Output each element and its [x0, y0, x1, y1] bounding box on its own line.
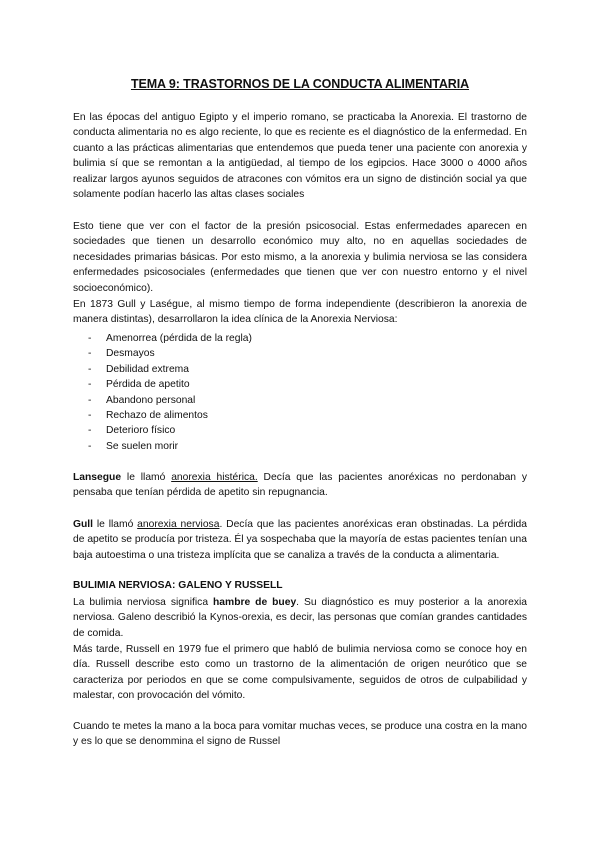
list-item: - Rechazo de alimentos: [88, 408, 252, 423]
gull-mid: le llamó: [93, 519, 138, 530]
bulimia-pre: La bulimia nerviosa significa: [73, 597, 214, 608]
lansegue-rest: Decía que las pacientes anoréxicas no perdonaban y pensaba que tenían pérdida de apetito sin repugnancia.: [73, 472, 528, 499]
section-heading-bulimia: BULIMIA NERVIOSA: GALENO Y RUSSELL: [73, 580, 283, 591]
lansegue-name: Lansegue: [73, 472, 122, 483]
paragraph-russell: Más tarde, Russell en 1979 fue el primero que habló de bulimia nerviosa como se conoce hoy en día. Russell describe esto como un trastorno de la alimentación de origen neurótico que se caracteriza por periodos en que se come compulsivamente, seguidos de otros de culpabilidad y malestar, con provocación del vómito.: [73, 644, 527, 702]
paragraph-history: En las épocas del antiguo Egipto y el imperio romano, se practicaba la Anorexia. El trastorno de conducta alimentaria no es algo reciente, lo que es reciente es el diagnóstico de la enfermedad. En cuanto a las prácticas alimentarias que entendemos que pueda tener una paciente con anorexia y bulimia sí que se remontan a la antigüedad, al tiempo de los egipcios. Hace 3000 o 4000 años realizar largos ayunos seguidos de atracones con vómitos era un signo de distinción social ya que solamente podían hacerlo las altas clases sociales: [73, 112, 527, 201]
list-item: - Debilidad extrema: [88, 362, 252, 377]
paragraph-psychosocial: Esto tiene que ver con el factor de la presión psicosocial. Estas enfermedades aparecen en sociedades que tienen un desarrollo económico muy alto, no en aquellas sociedades de necesidades primarias básicas. Por esto mismo, a la anorexia y bulimia nerviosa se las considera enfermedades psicosociales (enfermedades que tienen que ver con nuestro entorno y el nivel socioeconómico).: [73, 221, 527, 294]
page-title: TEMA 9: TRASTORNOS DE LA CONDUCTA ALIMENTARIA: [130, 77, 470, 91]
bulimia-bold: hambre de buey: [213, 597, 297, 608]
gull-rest: . Decía que las pacientes anoréxicas eran obstinadas. La pérdida de apetito se producía por tristeza. Él ya sospechaba que la mayoría de estas pacientes tenían una baja autoestima o una tristeza implícita que se canaliza a través de la conducta a alimentaria.: [73, 519, 528, 561]
paragraph-bulimia-definition: [73, 595, 527, 641]
gull-term: anorexia nerviosa: [137, 519, 220, 530]
list-item: - Pérdida de apetito: [88, 377, 252, 392]
paragraph-gull-lasegue: En 1873 Gull y Laségue, al mismo tiempo de forma independiente (describieron la anorexia de manera distintas), desarrollaron la idea clínica de la Anorexia Nerviosa:: [73, 299, 527, 326]
list-item: - Se suelen morir: [88, 439, 252, 454]
paragraph-gull: [73, 517, 527, 563]
paragraph-lansegue: [73, 470, 527, 501]
list-item: - Abandono personal: [88, 393, 252, 408]
list-item: - Amenorrea (pérdida de la regla): [88, 331, 252, 346]
symptom-list: [88, 331, 252, 454]
bulimia-rest: . Su diagnóstico es muy posterior a la anorexia nerviosa. Galeno describió la Kynos-orexia, es decir, las personas que comían grandes cantidades de comida.: [73, 597, 527, 639]
lansegue-term: anorexia histérica.: [171, 472, 258, 483]
lansegue-mid: le llamó: [121, 472, 172, 483]
list-item: - Desmayos: [88, 346, 252, 361]
paragraph-russell-sign: Cuando te metes la mano a la boca para vomitar muchas veces, se produce una costra en la mano y es lo que se denommina el signo de Russel: [73, 721, 527, 748]
list-item: - Deterioro físico: [88, 423, 252, 438]
gull-name: Gull: [73, 519, 94, 530]
